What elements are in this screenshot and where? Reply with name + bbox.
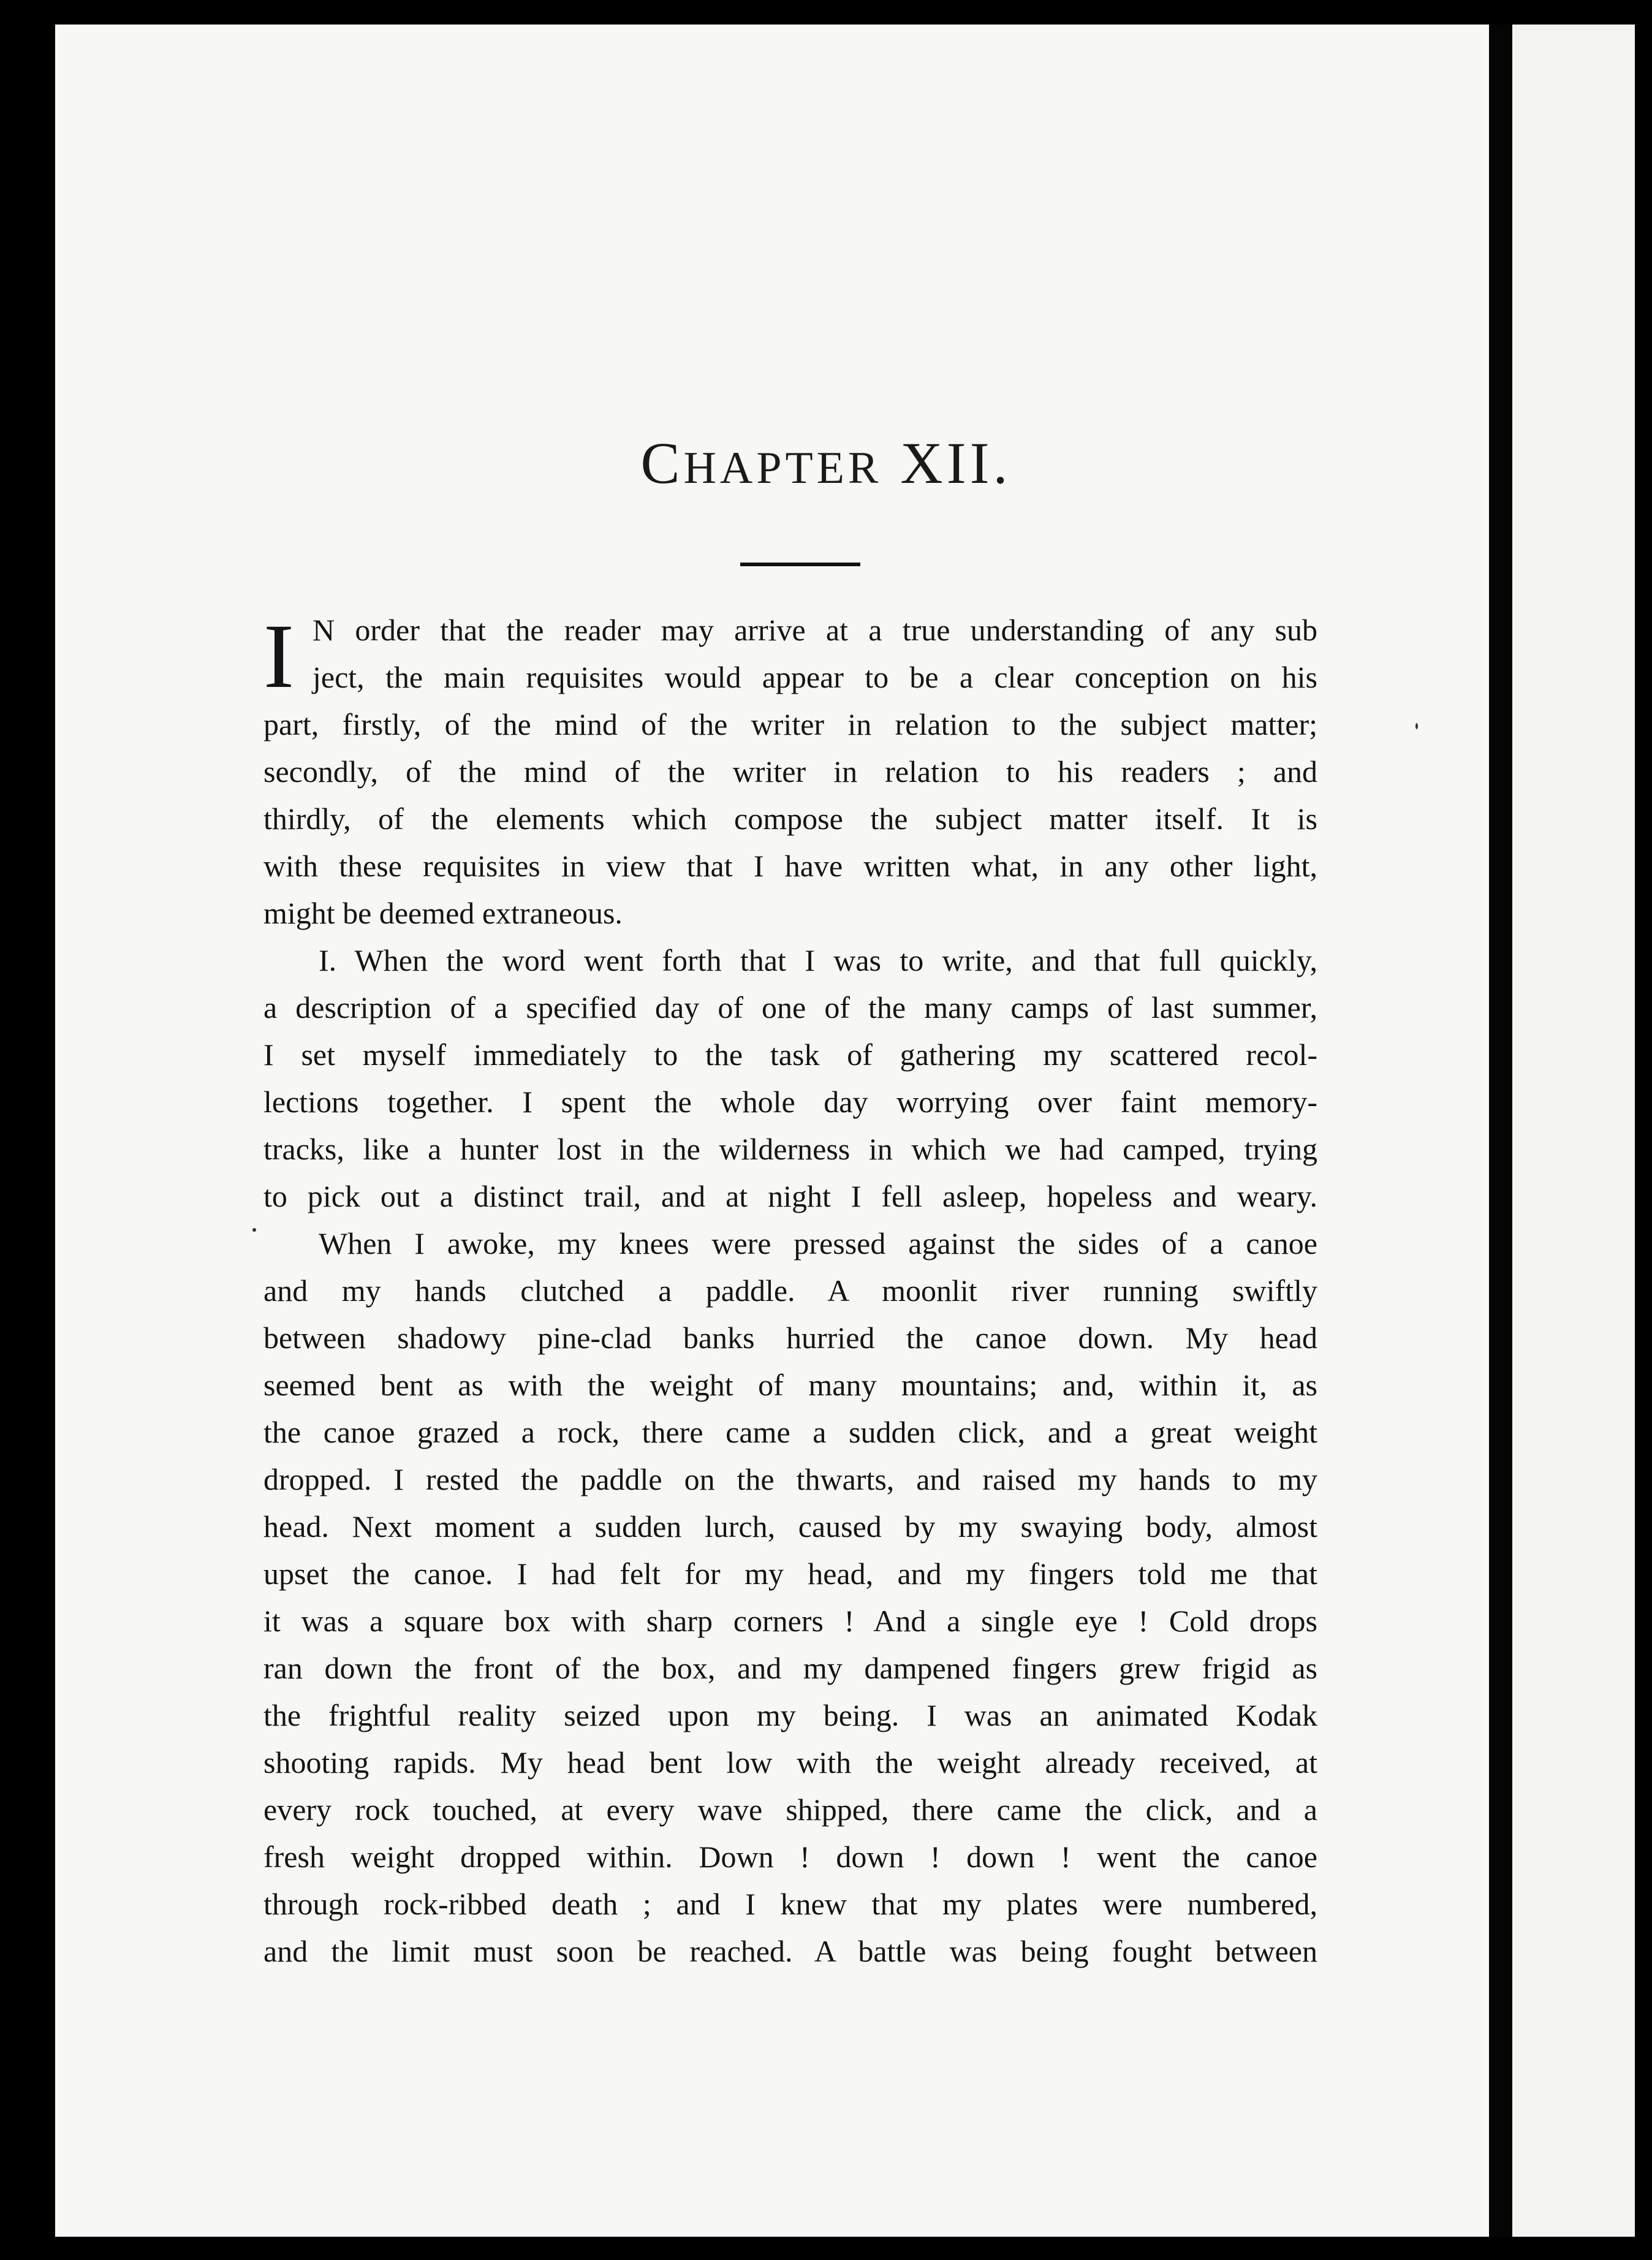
text-line: N order that the reader may arrive at a true understanding of any sub: [313, 613, 1317, 647]
text-line: secondly, of the mind of the writer in relation to his readers ; and: [263, 754, 1317, 789]
text-line: When I awoke, my knees were pressed against the sides of a canoe: [319, 1226, 1317, 1261]
paper-speck: [1415, 723, 1418, 729]
text-line: every rock touched, at every wave shipped, there came the click, and a: [263, 1792, 1317, 1827]
text-line: with these requisites in view that I have written what, in any other light,: [263, 849, 1317, 883]
drop-cap: I: [263, 605, 294, 707]
chapter-heading-word: HAPTER: [683, 443, 882, 493]
text-line: dropped. I rested the paddle on the thwarts, and raised my hands to my: [263, 1462, 1317, 1496]
text-line: and my hands clutched a paddle. A moonlit river running swiftly: [263, 1273, 1317, 1308]
text-line: to pick out a distinct trail, and at night I fell asleep, hopeless and weary.: [263, 1179, 1317, 1213]
text-line: upset the canoe. I had felt for my head, and my fingers told me that: [263, 1557, 1317, 1591]
text-line: fresh weight dropped within. Down ! down ! down ! went the canoe: [263, 1840, 1317, 1874]
text-line: seemed bent as with the weight of many mountains; and, within it, as: [263, 1368, 1317, 1402]
text-line: and the limit must soon be reached. A battle was being fought between: [263, 1934, 1317, 1968]
text-line: lections together. I spent the whole day worrying over faint memory-: [263, 1085, 1317, 1119]
chapter-body: [263, 607, 1317, 1975]
text-line: part, firstly, of the mind of the writer in relation to the subject matter;: [263, 707, 1317, 741]
text-line: I. When the word went forth that I was to write, and that full quickly,: [319, 943, 1317, 977]
text-line: the canoe grazed a rock, there came a sudden click, and a great weight: [263, 1415, 1317, 1449]
chapter-heading: [0, 429, 1652, 497]
chapter-numeral: XII.: [900, 430, 1012, 496]
text-line: the frightful reality seized upon my being. I was an animated Kodak: [263, 1698, 1317, 1732]
text-line: shooting rapids. My head bent low with the weight already received, at: [263, 1745, 1317, 1780]
adjacent-page-edge: [1512, 25, 1635, 2237]
heading-rule: [740, 563, 860, 566]
text-line: tracks, like a hunter lost in the wilderness in which we had camped, trying: [263, 1132, 1317, 1166]
text-line: a description of a specified day of one of the many camps of last summer,: [263, 990, 1317, 1025]
page-gutter: [1489, 25, 1512, 2237]
text-line: I set myself immediately to the task of gathering my scattered recol-: [263, 1037, 1317, 1072]
text-line: head. Next moment a sudden lurch, caused by my swaying body, almost: [263, 1509, 1317, 1544]
paragraph-dream: [263, 1220, 1317, 1975]
text-line: might be deemed extraneous.: [263, 896, 623, 930]
chapter-heading-initial: C: [640, 430, 684, 496]
text-line: ran down the front of the box, and my dampened fingers grew frigid as: [263, 1651, 1317, 1685]
text-line: ject, the main requisites would appear to be a clear conception on his: [313, 660, 1317, 694]
text-line: between shadowy pine-clad banks hurried the canoe down. My head: [263, 1321, 1317, 1355]
paragraph-section-one: [263, 937, 1317, 1220]
text-line: it was a square box with sharp corners ! And a single eye ! Cold drops: [263, 1604, 1317, 1638]
text-line: through rock-ribbed death ; and I knew that my plates were numbered,: [263, 1887, 1317, 1921]
text-line: thirdly, of the elements which compose the subject matter itself. It is: [263, 802, 1317, 836]
paper-speck: [252, 1228, 256, 1232]
paragraph-intro: [263, 607, 1317, 937]
